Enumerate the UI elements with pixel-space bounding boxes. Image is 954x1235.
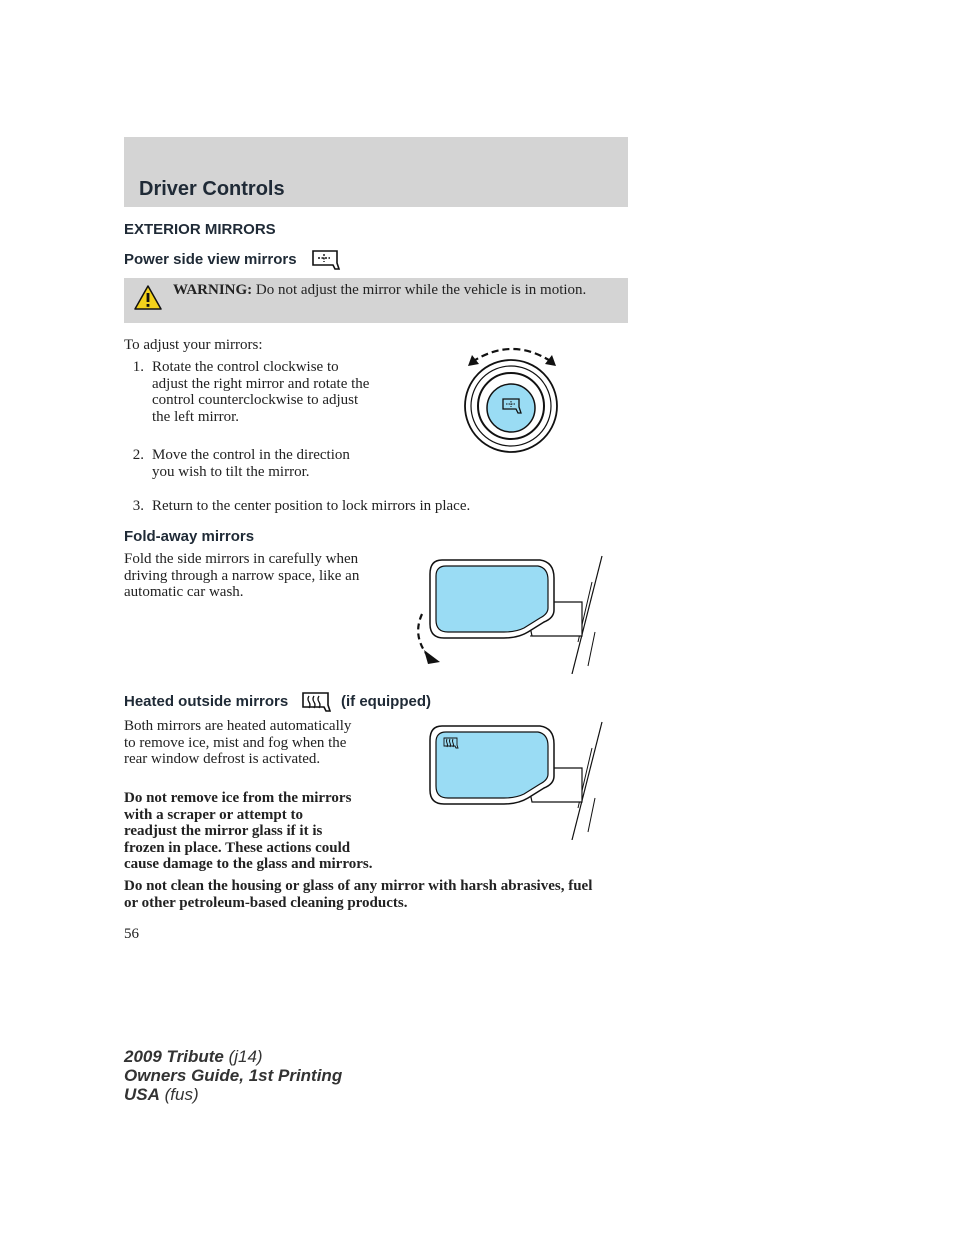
footer-line-3: USA (fus) <box>124 1085 199 1104</box>
step-1 <box>128 359 378 449</box>
step-3 <box>128 498 608 516</box>
warning-text <box>173 282 603 299</box>
step-text: Return to the center position to lock mirrors in place. <box>152 498 471 514</box>
foldaway-heading: Fold-away mirrors <box>124 528 255 545</box>
heated-heading: Heated outside mirrors <box>124 693 289 710</box>
step-number: 1. <box>132 359 144 375</box>
heated-mirror-illustration <box>410 718 610 840</box>
page-number: 56 <box>124 926 139 942</box>
power-mirrors-heading: Power side view mirrors <box>124 251 297 268</box>
mirror-adjust-icon <box>311 249 341 271</box>
foldaway-mirror-illustration <box>410 552 610 674</box>
mirror-control-illustration <box>455 338 570 458</box>
heated-heading-suffix: (if equipped) <box>341 693 431 710</box>
warning-label: WARNING: <box>173 282 253 298</box>
footer-line-1: 2009 Tribute (j14) <box>124 1047 263 1066</box>
warning-triangle-icon <box>134 284 162 312</box>
section-title: Driver Controls <box>139 178 285 200</box>
print-footer <box>124 1047 342 1104</box>
adjust-intro: To adjust your mirrors: <box>124 337 263 353</box>
step-number: 3. <box>132 498 144 514</box>
step-number: 2. <box>132 447 144 463</box>
step-2 <box>128 447 378 499</box>
heated-caution-2: Do not clean the housing or glass of any mirror with harsh abrasives, fuel or other petroleum-based cleaning products. <box>124 878 593 911</box>
step-text: Rotate the control clockwise to adjust the right mirror and rotate the control counterclockwise to adjust the left mirror. <box>152 359 370 425</box>
step-text: Move the control in the direction you wish to tilt the mirror. <box>152 447 350 480</box>
foldaway-text: Fold the side mirrors in carefully when driving through a narrow space, like an automatic car wash. <box>124 551 360 600</box>
exterior-mirrors-heading: EXTERIOR MIRRORS <box>124 221 276 238</box>
warning-message: Do not adjust the mirror while the vehicle is in motion. <box>255 282 587 298</box>
caution-text: Do not remove ice from the mirrors with a scraper or attempt to readjust the mirror glass if it is frozen in place. These actions could cause damage to the glass and mirrors. <box>124 790 579 873</box>
footer-line-2: Owners Guide, 1st Printing <box>124 1066 343 1085</box>
heated-text: Both mirrors are heated automatically to remove ice, mist and fog when the rear window defrost is activated. <box>124 718 352 767</box>
rear-defrost-icon <box>301 691 331 713</box>
